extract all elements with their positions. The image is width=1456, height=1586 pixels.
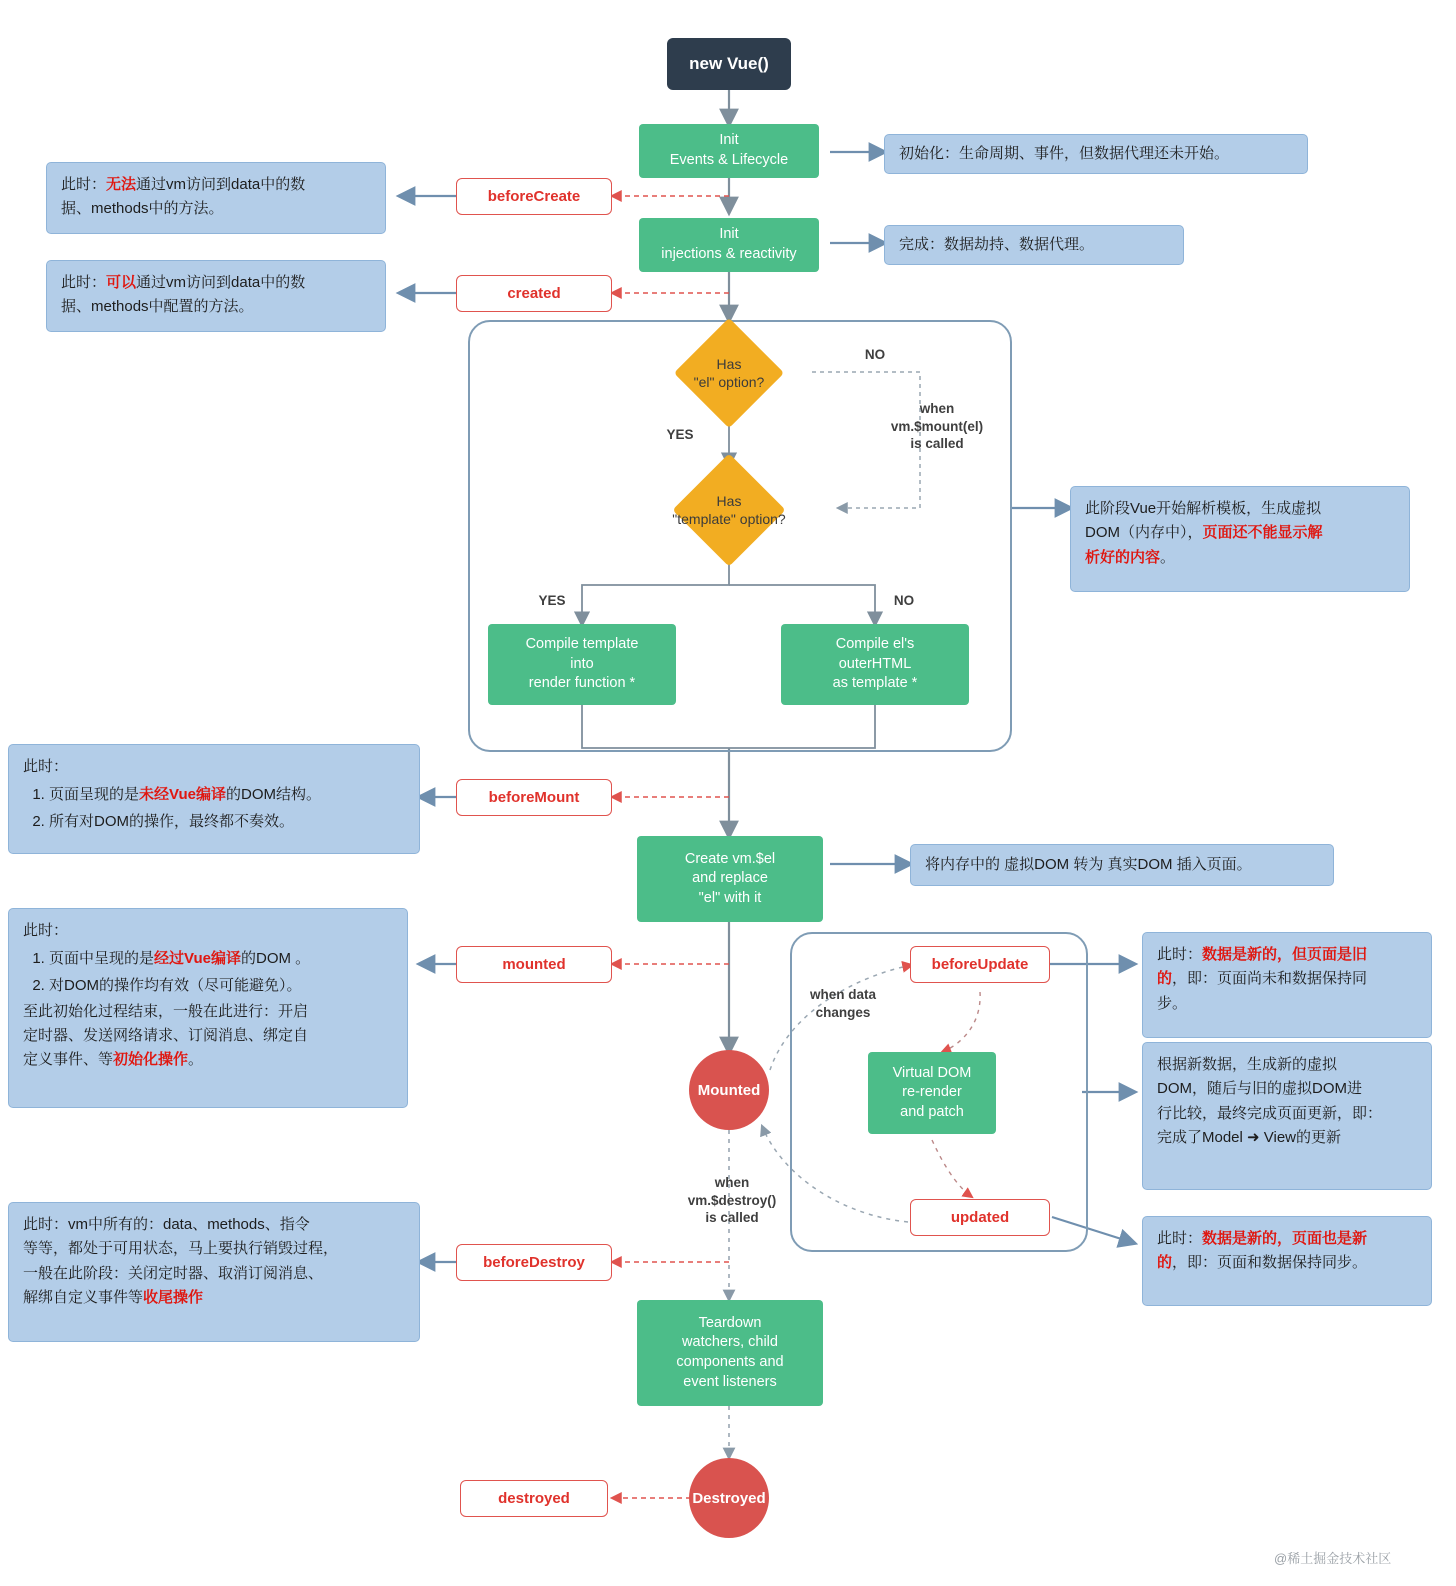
note-before-mount: 此时： 1. 页面呈现的是未经Vue编译的DOM结构。 2. 所有对DOM的操作，最终都不奏效。 <box>8 744 420 854</box>
node-init-events-line1: Init <box>719 132 739 149</box>
note-init-injections: 完成：数据劫持、数据代理。 <box>884 225 1184 265</box>
hook-destroyed: destroyed <box>460 1480 608 1517</box>
hook-beforedestroy: beforeDestroy <box>456 1244 612 1281</box>
node-new-vue-label: new Vue() <box>689 54 769 73</box>
node-init-injections-line2: injections & reactivity <box>661 246 797 262</box>
node-new-vue <box>667 38 791 90</box>
hook-beforeupdate: beforeUpdate <box>910 946 1050 983</box>
node-compile-el-outerhtml: Compile el's outerHTML as template * <box>781 624 969 705</box>
note-updated: 此时：数据是新的，页面也是新 的，即：页面和数据保持同步。 <box>1142 1216 1432 1306</box>
hook-mounted: mounted <box>456 946 612 983</box>
note-before-create: 此时：无法通过vm访问到data中的数 据、methods中的方法。 <box>46 162 386 234</box>
node-virtual-dom-rerender: Virtual DOM re-render and patch <box>868 1052 996 1134</box>
hook-beforemount: beforeMount <box>456 779 612 816</box>
node-init-events <box>639 124 819 178</box>
decision-has-el <box>645 330 813 416</box>
node-teardown: Teardown watchers, child components and event listeners <box>637 1300 823 1406</box>
note-created: 此时：可以通过vm访问到data中的数 据、methods中配置的方法。 <box>46 260 386 332</box>
note-template-phase: 此阶段Vue开始解析模板，生成虚拟 DOM（内存中），页面还不能显示解 析好的内容。 <box>1070 486 1410 592</box>
edge-label-no-el: NO <box>864 347 886 362</box>
node-create-vm-el: Create vm.$el and replace "el" with it <box>637 836 823 922</box>
list-item: 2. 对DOM的操作均有效（尽可能避免）。 <box>49 974 393 998</box>
note-mounted: 此时： 1. 页面中呈现的是经过Vue编译的DOM 。 2. 对DOM的操作均有效（尽可能避免）。 至此初始化过程结束，一般在此进行：开启 定时器、发送网络请求、订阅消息、绑定自 定义事件、等初始化操作。 <box>8 908 408 1108</box>
node-compile-template: Compile template into render function * <box>488 624 676 705</box>
decision-has-template <box>631 466 827 554</box>
hook-updated: updated <box>910 1199 1050 1236</box>
edge-label-yes-template: YES <box>538 593 566 608</box>
note-update-diff: 根据新数据，生成新的虚拟 DOM，随后与旧的虚拟DOM进 行比较，最终完成页面更新，即： 完成了Model ➜ View的更新 <box>1142 1042 1432 1190</box>
node-init-injections <box>639 218 819 272</box>
node-destroyed-circle: Destroyed <box>689 1458 769 1538</box>
edge-label-no-template: NO <box>893 593 915 608</box>
list-item: 1. 页面中呈现的是经过Vue编译的DOM 。 <box>49 947 393 971</box>
edge-label-yes-el: YES <box>666 427 694 442</box>
hook-created: created <box>456 275 612 312</box>
node-init-injections-line1: Init <box>719 226 739 243</box>
edge-label-when-mount: when vm.$mount(el) is called <box>890 401 984 452</box>
edge-label-when-data-changes: when data changes <box>809 987 876 1020</box>
watermark: @稀土掘金技术社区 <box>1274 1551 1392 1566</box>
node-mounted-circle: Mounted <box>689 1050 769 1130</box>
node-init-events-line2: Events & Lifecycle <box>669 152 789 168</box>
edge-label-when-destroy: when vm.$destroy() is called <box>687 1175 777 1226</box>
decision-has-el-line2: "el" option? <box>693 374 765 390</box>
list-item: 1. 页面呈现的是未经Vue编译的DOM结构。 <box>49 783 405 807</box>
decision-has-el-line1: Has <box>716 355 742 372</box>
list-item: 2. 所有对DOM的操作，最终都不奏效。 <box>49 810 405 834</box>
note-before-destroy: 此时：vm中所有的：data、methods、指令 等等，都处于可用状态，马上要执行销毁过程， 一般在此阶段：关闭定时器、取消订阅消息、 解绑自定义事件等收尾操作 <box>8 1202 420 1342</box>
decision-has-template-line1: Has <box>716 492 742 509</box>
decision-has-template-line2: "template" option? <box>672 511 786 527</box>
note-init-events: 初始化：生命周期、事件，但数据代理还未开始。 <box>884 134 1308 174</box>
note-before-update: 此时：数据是新的，但页面是旧 的，即：页面尚未和数据保持同 步。 <box>1142 932 1432 1038</box>
note-create-el: 将内存中的 虚拟DOM 转为 真实DOM 插入页面。 <box>910 844 1334 886</box>
hook-beforecreate: beforeCreate <box>456 178 612 215</box>
